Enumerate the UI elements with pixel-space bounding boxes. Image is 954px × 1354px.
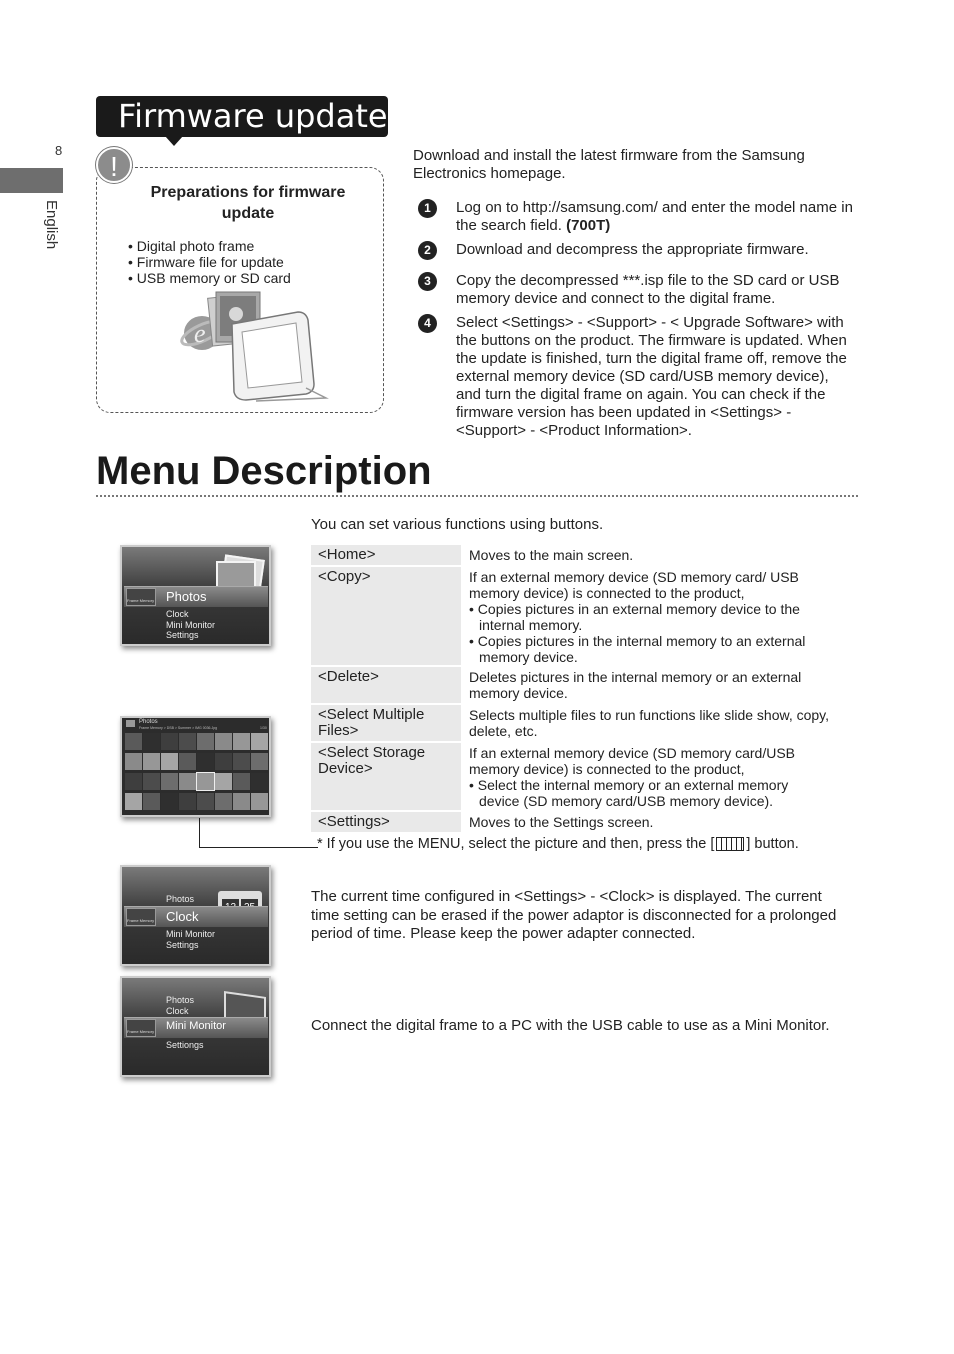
- table-value: Deletes pictures in the internal memory or an external memory device.: [469, 669, 802, 701]
- menu-item: Photos: [166, 995, 195, 1005]
- table-key: <Copy>: [311, 567, 461, 665]
- thumbnail: [143, 753, 160, 770]
- photos-grid-screen: [120, 716, 271, 817]
- digital-frame-icon: [232, 312, 326, 401]
- thumbnail: [179, 793, 196, 810]
- menu-item: Settiongs: [166, 1040, 204, 1050]
- table-key: <Settings>: [311, 812, 461, 832]
- selected-item: Clock: [166, 909, 199, 924]
- table-key: <Home>: [311, 545, 461, 565]
- page-number: 8: [55, 143, 63, 158]
- thumbnail: [161, 733, 178, 750]
- firmware-title: Firmware update: [118, 97, 388, 135]
- side-tab: [0, 168, 63, 193]
- thumbnail: [215, 753, 232, 770]
- alert-icon: !: [96, 147, 132, 183]
- thumbnail: [125, 753, 142, 770]
- thumbnail: [161, 793, 178, 810]
- menu-note: * If you use the MENU, select the picture and then, press the [ ] button.: [317, 836, 799, 852]
- menu-description-title: Menu Description: [96, 449, 432, 493]
- thumbnail: [233, 753, 250, 770]
- menu-item: Mini Monitor: [166, 929, 216, 939]
- prep-item: • Firmware file for update: [128, 254, 284, 270]
- table-value: Moves to the main screen.: [469, 547, 634, 563]
- thumbnail: [251, 733, 268, 750]
- step-text: Copy the decompressed ***.isp file to the SD card or USB memory device and connect to the digital frame.: [456, 272, 840, 307]
- menu-item: Clock: [166, 1006, 189, 1016]
- thumbnail: [179, 733, 196, 750]
- step-number: 1: [418, 199, 437, 218]
- thumbnail: [197, 733, 214, 750]
- table-key: <Select Multiple Files>: [311, 705, 461, 741]
- dotted-divider: [96, 495, 858, 497]
- thumbnail: [143, 773, 160, 790]
- clock-screen: [120, 865, 271, 966]
- preparations-title: Preparations for firmware update: [150, 184, 346, 222]
- thumbnail: [233, 773, 250, 790]
- menu-item: Mini Monitor: [166, 619, 216, 630]
- thumbnail: [215, 773, 232, 790]
- svg-text:e: e: [194, 319, 206, 348]
- thumbnail: [197, 793, 214, 810]
- language-label: English: [43, 200, 60, 250]
- menu-intro: You can set various functions using buttons.: [311, 516, 604, 533]
- step-text: Download and decompress the appropriate firmware.: [456, 241, 809, 258]
- thumbnail: [125, 773, 142, 790]
- step-number: 2: [418, 241, 437, 260]
- thumbnail: [161, 773, 178, 790]
- table-row: [311, 743, 856, 810]
- step-number: 3: [418, 272, 437, 291]
- prep-item: • Digital photo frame: [128, 238, 255, 254]
- thumbnail: [143, 793, 160, 810]
- callout-connector: [199, 818, 318, 848]
- step-text: Log on to http://samsung.com/ and enter the model name in the search field. (700T): [456, 199, 853, 234]
- table-row: [311, 545, 856, 565]
- menu-item: Settings: [166, 939, 199, 950]
- step-number: 4: [418, 314, 437, 333]
- table-row: [311, 667, 856, 703]
- table-row: [311, 705, 856, 741]
- preparations-list: [128, 238, 368, 286]
- thumbnail: [197, 773, 214, 790]
- grid-path: Frame Memory > DSB > Summer > IMG 0036.Jpg: [139, 726, 218, 730]
- selected-item: Photos: [166, 589, 207, 604]
- menu-item: Clock: [166, 609, 189, 619]
- thumbnail: [233, 733, 250, 750]
- table-row: [311, 812, 856, 832]
- table-value: Selects multiple files to run functions like slide show, copy, delete, etc.: [469, 707, 830, 739]
- step-text: Select <Settings> - <Support> - < Upgrade Software> with the buttons on the product. The firmware is updated. When the update is finished, turn the digital frame off, remove the external memory device (SD card/USB memory device), and turn the digital frame on again. You can check if the firmware version has been updated in <Settings> - <Support> - <Product Information>.: [456, 314, 847, 439]
- menu-item: Photos: [166, 894, 195, 904]
- table-value: If an external memory device (SD memory card/USB memory device) is connected to the product, • Select the internal memory or an external memory device (SD memory card/USB memory device).: [469, 745, 795, 809]
- grid-count: 1/30: [260, 726, 267, 730]
- table-value: Moves to the Settings screen.: [469, 814, 654, 830]
- prep-item: • USB memory or SD card: [128, 270, 291, 286]
- thumbnail: [251, 773, 268, 790]
- table-value: If an external memory device (SD memory card/ USB memory device) is connected to the product, • Copies pictures in an external memory device to the internal memory. • Copies pictures in the internal memory to an external memory device.: [469, 569, 806, 665]
- thumbnail: [125, 793, 142, 810]
- storage-icon: Frame Memory: [126, 588, 156, 606]
- photo-frame-illustration: [176, 288, 336, 402]
- thumbnail: [161, 753, 178, 770]
- selected-item: Mini Monitor: [166, 1020, 226, 1032]
- thumbnail: [143, 733, 160, 750]
- thumbnail: [233, 793, 250, 810]
- photos-screen: [120, 545, 271, 646]
- menu-button-icon: [716, 837, 744, 851]
- grid-title: Photos: [139, 719, 158, 725]
- mini-monitor-screen: [120, 976, 271, 1077]
- thumbnail: [125, 733, 142, 750]
- storage-icon: Frame Memory: [126, 908, 156, 926]
- firmware-intro: Download and install the latest firmware from the Samsung Electronics homepage.: [413, 147, 805, 182]
- banner-notch: [165, 136, 183, 146]
- table-key: <Select Storage Device>: [311, 743, 461, 810]
- table-key: <Delete>: [311, 667, 461, 703]
- thumbnail: [215, 793, 232, 810]
- photos-icon: [126, 720, 135, 727]
- thumbnail: [251, 793, 268, 810]
- table-row: [311, 567, 856, 665]
- mini-monitor-description: Connect the digital frame to a PC with the USB cable to use as a Mini Monitor.: [311, 1017, 830, 1034]
- thumbnail: [215, 733, 232, 750]
- thumbnail: [251, 753, 268, 770]
- clock-description: The current time configured in <Settings> - <Clock> is displayed. The current time setting can be erased if the power adaptor is disconnected for a prolonged period of time. Please keep the power adapter connected.: [311, 888, 837, 942]
- thumbnail: [197, 753, 214, 770]
- thumbnail: [179, 773, 196, 790]
- menu-item: Settings: [166, 630, 199, 640]
- storage-icon: Frame Memory: [126, 1019, 156, 1037]
- thumbnail: [179, 753, 196, 770]
